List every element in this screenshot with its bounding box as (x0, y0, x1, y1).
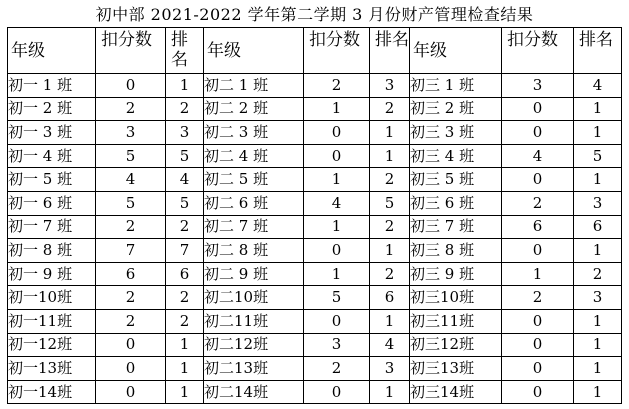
class-name-cell: 初三11班 (410, 309, 502, 333)
score-cell: 0 (502, 380, 574, 404)
score-cell: 1 (304, 215, 370, 239)
table-row (8, 357, 622, 381)
score-cell: 1 (304, 262, 370, 286)
score-cell: 0 (304, 144, 370, 168)
rank-cell: 1 (574, 168, 622, 192)
rank-cell: 1 (574, 97, 622, 121)
rank-cell: 1 (166, 380, 204, 404)
class-name-cell: 初二13班 (204, 357, 304, 381)
rank-cell: 1 (574, 333, 622, 357)
rank-cell: 1 (370, 239, 410, 263)
class-name-cell: 初三 4 班 (410, 144, 502, 168)
rank-cell: 2 (370, 215, 410, 239)
table-row (8, 121, 622, 145)
class-name-cell: 初二11班 (204, 309, 304, 333)
score-cell: 2 (96, 309, 166, 333)
rank-cell: 5 (166, 191, 204, 215)
class-name-cell: 初三14班 (410, 380, 502, 404)
score-cell: 0 (304, 239, 370, 263)
rank-cell: 4 (370, 333, 410, 357)
class-name-cell: 初三12班 (410, 333, 502, 357)
class-name-cell: 初二14班 (204, 380, 304, 404)
table-row (8, 144, 622, 168)
score-cell: 5 (304, 286, 370, 310)
score-cell: 0 (304, 309, 370, 333)
class-name-cell: 初三10班 (410, 286, 502, 310)
rank-cell: 6 (574, 215, 622, 239)
rank-cell: 5 (166, 144, 204, 168)
class-name-cell: 初一12班 (8, 333, 96, 357)
header-score-grade1: 扣分数 (96, 28, 166, 74)
rank-cell: 1 (574, 309, 622, 333)
rank-cell: 2 (166, 309, 204, 333)
score-cell: 2 (502, 286, 574, 310)
class-name-cell: 初一 3 班 (8, 121, 96, 145)
table-body (8, 74, 622, 404)
header-class-grade3: 年级 (410, 28, 502, 74)
score-cell: 0 (502, 333, 574, 357)
score-cell: 0 (502, 168, 574, 192)
score-cell: 0 (502, 121, 574, 145)
score-cell: 0 (502, 357, 574, 381)
class-name-cell: 初二12班 (204, 333, 304, 357)
class-name-cell: 初二 3 班 (204, 121, 304, 145)
class-name-cell: 初一 5 班 (8, 168, 96, 192)
class-name-cell: 初一10班 (8, 286, 96, 310)
rank-cell: 1 (166, 357, 204, 381)
class-name-cell: 初三 7 班 (410, 215, 502, 239)
rank-cell: 6 (166, 262, 204, 286)
score-cell: 3 (96, 121, 166, 145)
score-cell: 2 (502, 191, 574, 215)
rank-cell: 3 (370, 74, 410, 98)
rank-cell: 2 (370, 262, 410, 286)
score-cell: 0 (96, 333, 166, 357)
table-row (8, 309, 622, 333)
rank-cell: 2 (166, 97, 204, 121)
class-name-cell: 初一 2 班 (8, 97, 96, 121)
rank-cell: 4 (574, 74, 622, 98)
score-cell: 5 (96, 191, 166, 215)
class-name-cell: 初一 8 班 (8, 239, 96, 263)
score-cell: 0 (304, 380, 370, 404)
class-name-cell: 初三 9 班 (410, 262, 502, 286)
rank-cell: 3 (370, 357, 410, 381)
rank-cell: 5 (370, 191, 410, 215)
class-name-cell: 初一14班 (8, 380, 96, 404)
rank-cell: 2 (166, 286, 204, 310)
score-cell: 2 (96, 286, 166, 310)
class-name-cell: 初一 9 班 (8, 262, 96, 286)
table-row (8, 239, 622, 263)
score-cell: 5 (96, 144, 166, 168)
score-cell: 4 (96, 168, 166, 192)
rank-cell: 1 (166, 74, 204, 98)
header-rank-grade3: 排名 (574, 28, 622, 74)
rank-cell: 2 (370, 97, 410, 121)
score-cell: 3 (502, 74, 574, 98)
class-name-cell: 初二 6 班 (204, 191, 304, 215)
table-row (8, 380, 622, 404)
score-cell: 0 (96, 357, 166, 381)
rank-cell: 1 (166, 333, 204, 357)
rank-cell: 4 (166, 168, 204, 192)
rank-cell: 3 (166, 121, 204, 145)
score-cell: 0 (502, 97, 574, 121)
class-name-cell: 初一11班 (8, 309, 96, 333)
score-cell: 0 (304, 121, 370, 145)
class-name-cell: 初二 5 班 (204, 168, 304, 192)
rank-cell: 6 (370, 286, 410, 310)
rank-cell: 1 (574, 239, 622, 263)
class-name-cell: 初一 7 班 (8, 215, 96, 239)
class-name-cell: 初二 1 班 (204, 74, 304, 98)
class-name-cell: 初二 2 班 (204, 97, 304, 121)
rank-cell: 7 (166, 239, 204, 263)
class-name-cell: 初三 3 班 (410, 121, 502, 145)
class-name-cell: 初二 4 班 (204, 144, 304, 168)
rank-cell: 1 (574, 380, 622, 404)
rank-cell: 3 (574, 191, 622, 215)
score-cell: 0 (502, 309, 574, 333)
class-name-cell: 初二 9 班 (204, 262, 304, 286)
rank-cell: 2 (574, 262, 622, 286)
table-row (8, 74, 622, 98)
score-cell: 4 (304, 191, 370, 215)
rank-cell: 1 (370, 144, 410, 168)
class-name-cell: 初二 7 班 (204, 215, 304, 239)
score-cell: 2 (96, 97, 166, 121)
page-title: 初中部 2021-2022 学年第二学期 3 月份财产管理检查结果 (95, 5, 534, 24)
rank-cell: 1 (574, 121, 622, 145)
score-cell: 2 (96, 215, 166, 239)
class-name-cell: 初三13班 (410, 357, 502, 381)
class-name-cell: 初二10班 (204, 286, 304, 310)
score-cell: 2 (304, 74, 370, 98)
score-cell: 3 (304, 333, 370, 357)
table-row (8, 333, 622, 357)
class-name-cell: 初一 6 班 (8, 191, 96, 215)
class-name-cell: 初三 1 班 (410, 74, 502, 98)
header-class-grade1: 年级 (8, 28, 96, 74)
rank-cell: 1 (370, 380, 410, 404)
score-cell: 1 (304, 168, 370, 192)
class-name-cell: 初三 6 班 (410, 191, 502, 215)
rank-cell: 1 (370, 309, 410, 333)
class-name-cell: 初一13班 (8, 357, 96, 381)
score-cell: 7 (96, 239, 166, 263)
rank-cell: 1 (574, 357, 622, 381)
header-score-grade2: 扣分数 (304, 28, 370, 74)
class-name-cell: 初二 8 班 (204, 239, 304, 263)
score-cell: 6 (96, 262, 166, 286)
class-name-cell: 初一 1 班 (8, 74, 96, 98)
score-cell: 0 (96, 74, 166, 98)
class-name-cell: 初三 5 班 (410, 168, 502, 192)
score-cell: 1 (502, 262, 574, 286)
table-row (8, 97, 622, 121)
rank-cell: 2 (370, 168, 410, 192)
header-row (8, 28, 622, 74)
rank-cell: 1 (370, 121, 410, 145)
class-name-cell: 初一 4 班 (8, 144, 96, 168)
score-cell: 4 (502, 144, 574, 168)
score-cell: 2 (304, 357, 370, 381)
score-cell: 6 (502, 215, 574, 239)
table-row (8, 168, 622, 192)
table-row (8, 262, 622, 286)
header-class-grade2: 年级 (204, 28, 304, 74)
rank-cell: 5 (574, 144, 622, 168)
rank-cell: 3 (574, 286, 622, 310)
results-table (7, 27, 622, 404)
header-rank-grade1: 排名 (166, 28, 204, 74)
class-name-cell: 初三 8 班 (410, 239, 502, 263)
score-cell: 0 (502, 239, 574, 263)
class-name-cell: 初三 2 班 (410, 97, 502, 121)
score-cell: 1 (304, 97, 370, 121)
header-rank-grade2: 排名 (370, 28, 410, 74)
rank-cell: 2 (166, 215, 204, 239)
score-cell: 0 (96, 380, 166, 404)
header-score-grade3: 扣分数 (502, 28, 574, 74)
table-row (8, 215, 622, 239)
table-row (8, 286, 622, 310)
table-row (8, 191, 622, 215)
